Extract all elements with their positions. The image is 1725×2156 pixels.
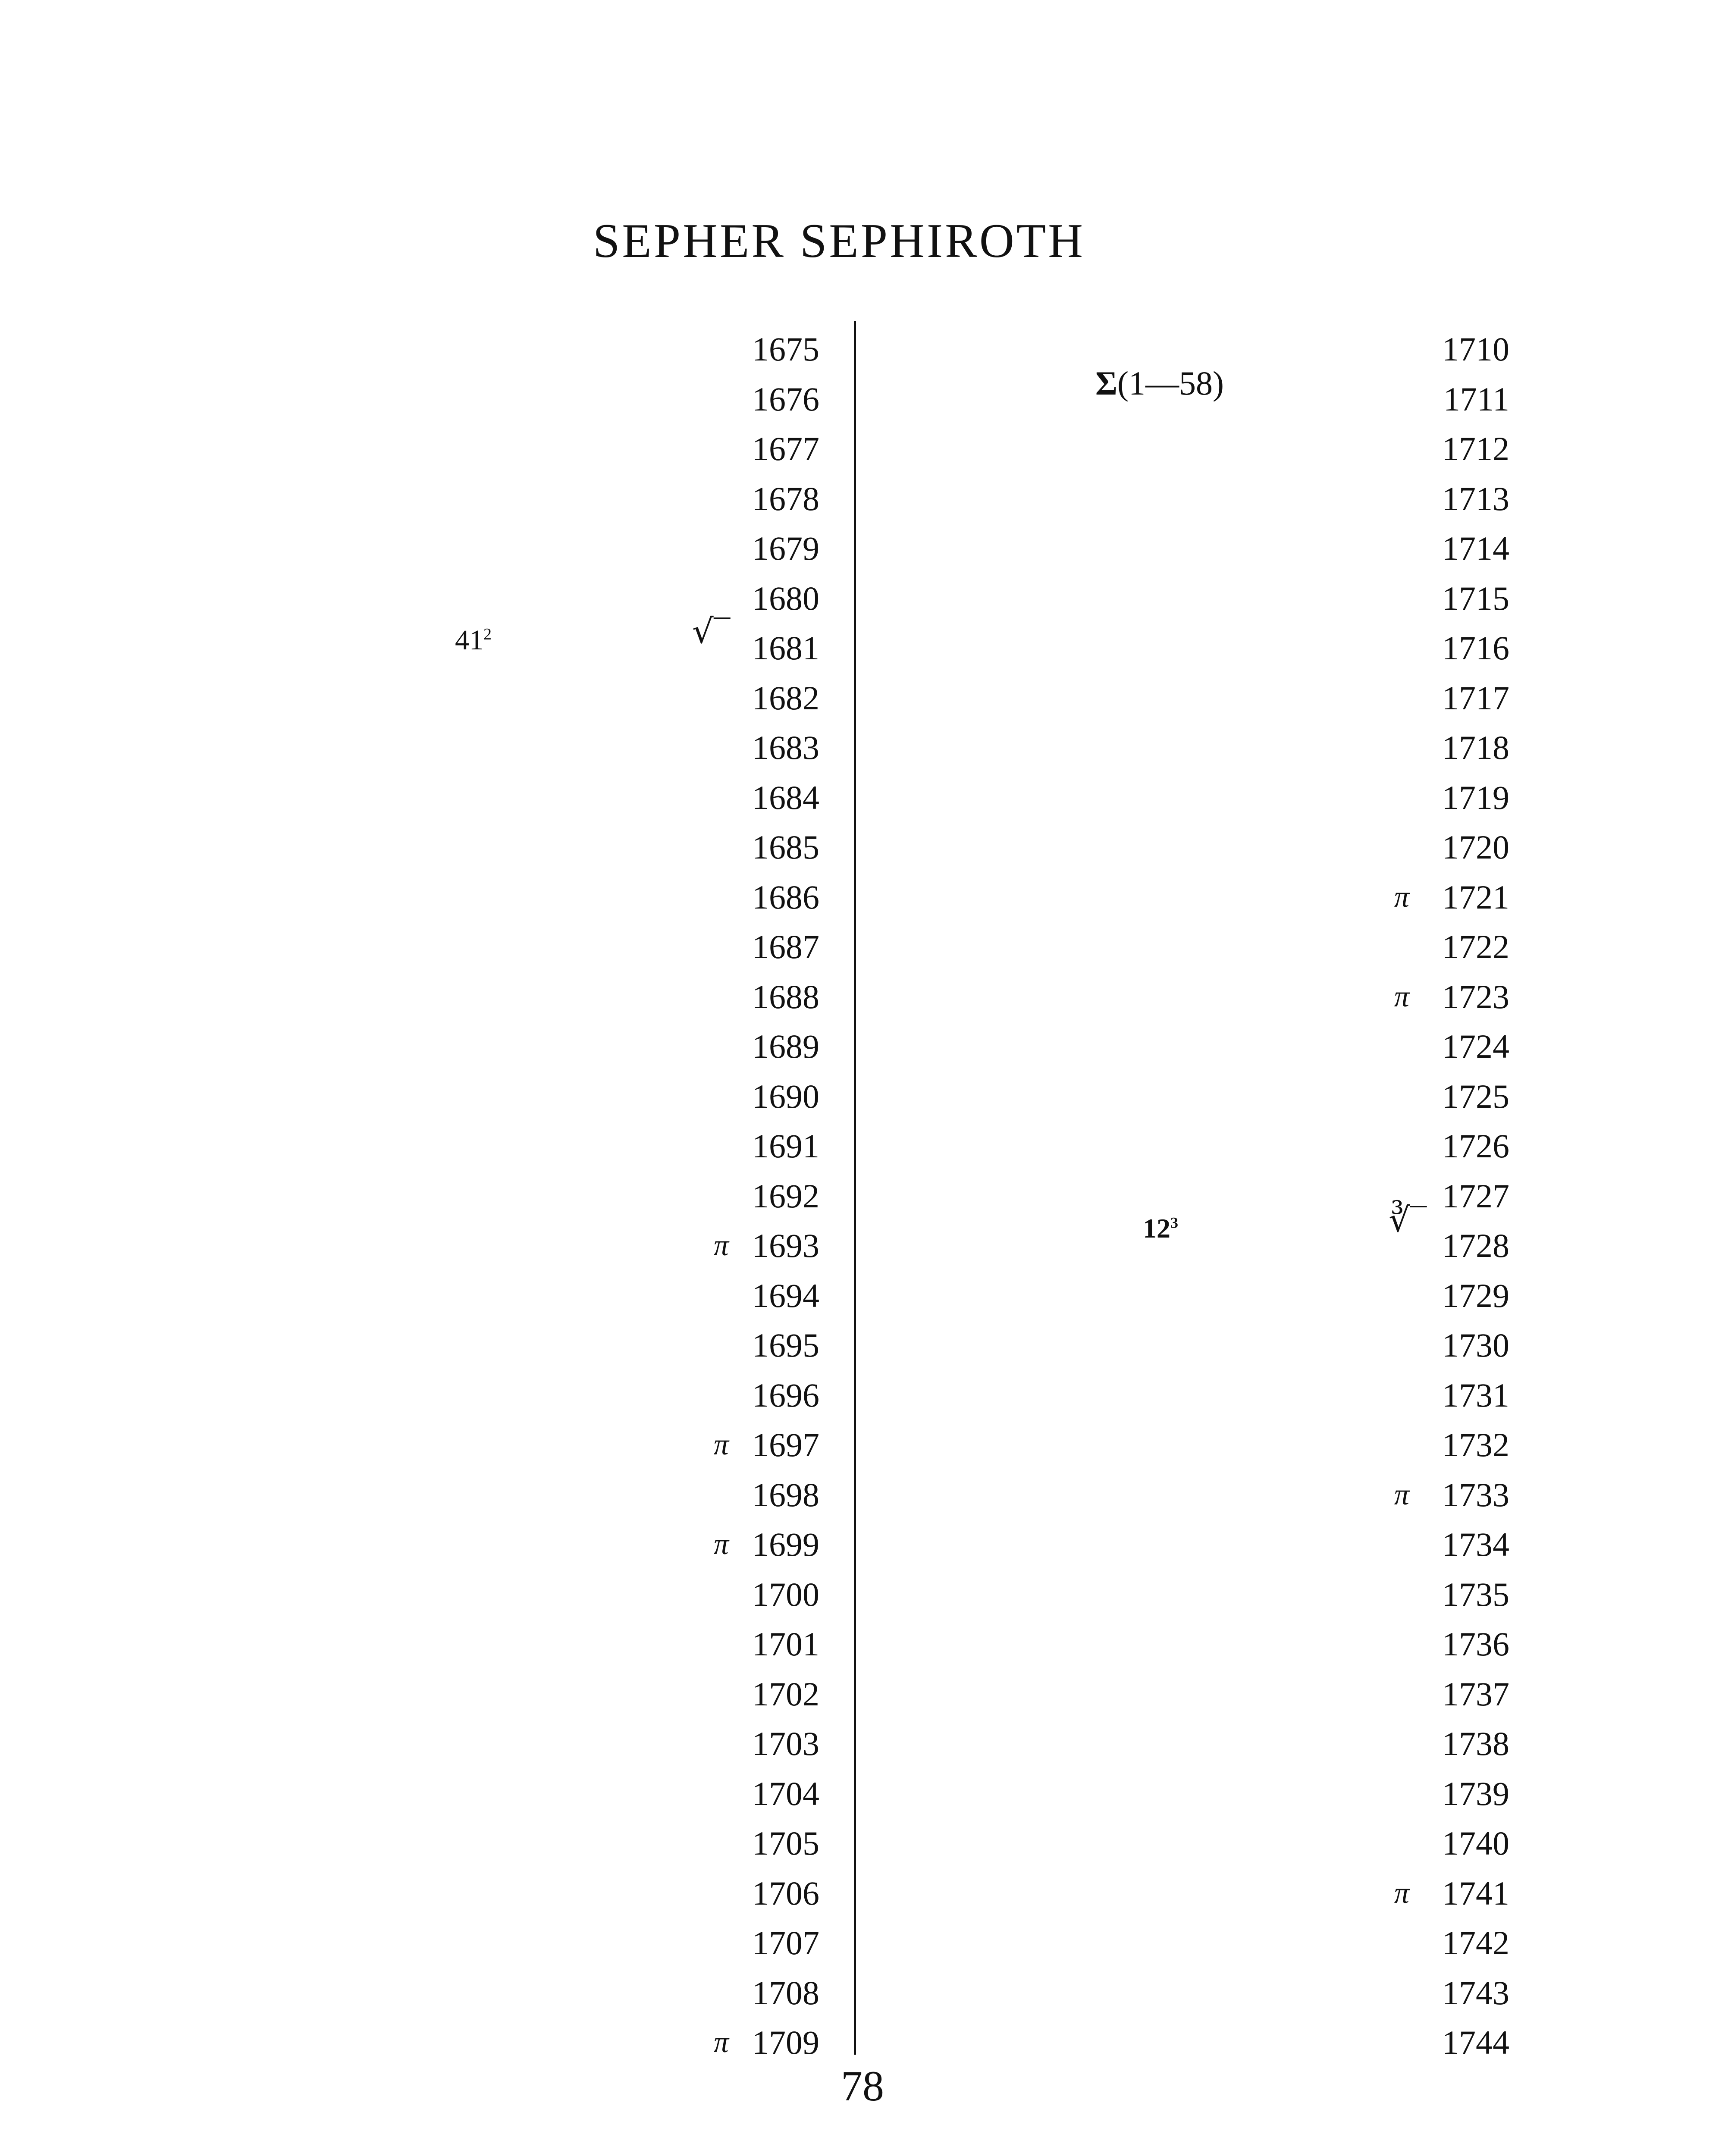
- number-row: [880, 1324, 1509, 1374]
- sigma-icon: Σ: [1095, 364, 1117, 402]
- number-value: 1727: [1442, 1177, 1509, 1215]
- number-value: 1684: [752, 778, 819, 816]
- number-value: 1707: [752, 1924, 819, 1962]
- number-value: 1723: [1442, 978, 1509, 1015]
- number-row: [431, 1673, 819, 1723]
- number-value: 1722: [1442, 928, 1509, 965]
- column-divider: [854, 321, 856, 2055]
- number-value: 1715: [1442, 579, 1509, 617]
- pi-marker-icon: π: [1394, 980, 1409, 1013]
- number-row: [880, 776, 1509, 826]
- number-row: [431, 1175, 819, 1225]
- number-row: [431, 1722, 819, 1772]
- page-number: 78: [841, 2062, 884, 2110]
- number-row: [880, 1473, 1509, 1523]
- number-value: 1706: [752, 1874, 819, 1912]
- number-value: 1743: [1442, 1974, 1509, 2012]
- number-row: [880, 1423, 1509, 1473]
- number-value: 1726: [1442, 1127, 1509, 1165]
- number-row: [880, 1374, 1509, 1424]
- number-row: [880, 577, 1509, 627]
- square-annotation-41: [455, 624, 492, 657]
- number-row: [431, 1324, 819, 1374]
- number-value: 1677: [752, 430, 819, 467]
- number-row: [431, 1523, 819, 1573]
- number-row: [431, 1573, 819, 1623]
- number-row: [880, 627, 1509, 677]
- number-row: [880, 1573, 1509, 1623]
- number-value: 1717: [1442, 679, 1509, 717]
- number-row: [880, 527, 1509, 577]
- number-row: [431, 776, 819, 826]
- number-row: [431, 1423, 819, 1473]
- pi-marker-icon: π: [713, 1428, 729, 1461]
- number-row: [431, 1971, 819, 2021]
- number-row: [880, 1673, 1509, 1723]
- cube-root-icon: ∛‾: [1389, 1201, 1427, 1240]
- number-value: 1713: [1442, 479, 1509, 517]
- cube-base: 12: [1143, 1213, 1170, 1244]
- number-row: [431, 1374, 819, 1424]
- pi-marker-icon: π: [1394, 880, 1409, 914]
- pi-marker-icon: π: [713, 1528, 729, 1561]
- number-row: [880, 1772, 1509, 1822]
- number-row: [880, 1822, 1509, 1872]
- number-value: 1679: [752, 530, 819, 567]
- number-row: [880, 1872, 1509, 1922]
- number-value: 1688: [752, 978, 819, 1015]
- number-value: 1739: [1442, 1774, 1509, 1812]
- number-row: [431, 677, 819, 727]
- number-row: [880, 1025, 1509, 1075]
- number-row: [431, 577, 819, 627]
- number-value: 1728: [1442, 1227, 1509, 1264]
- number-row: [880, 1075, 1509, 1125]
- number-row: [431, 1623, 819, 1673]
- number-value: 1683: [752, 729, 819, 766]
- number-row: [431, 826, 819, 876]
- number-row: [431, 1921, 819, 1971]
- number-value: 1724: [1442, 1028, 1509, 1065]
- pi-marker-icon: π: [713, 1229, 729, 1262]
- number-value: 1699: [752, 1526, 819, 1563]
- number-value: 1704: [752, 1774, 819, 1812]
- number-value: 1736: [1442, 1625, 1509, 1663]
- number-value: 1741: [1442, 1874, 1509, 1912]
- number-value: 1692: [752, 1177, 819, 1215]
- number-value: 1738: [1442, 1725, 1509, 1762]
- pi-marker-icon: π: [1394, 1478, 1409, 1511]
- page-title: SEPHER SEPHIROTH: [593, 214, 1085, 268]
- pi-marker-icon: π: [713, 2026, 729, 2059]
- number-value: 1682: [752, 679, 819, 717]
- number-value: 1687: [752, 928, 819, 965]
- number-row: [431, 328, 819, 378]
- number-value: 1710: [1442, 330, 1509, 368]
- number-value: 1698: [752, 1476, 819, 1514]
- number-row: [880, 1125, 1509, 1175]
- number-value: 1721: [1442, 878, 1509, 916]
- square-exponent: 2: [483, 625, 492, 643]
- number-row: [880, 2021, 1509, 2071]
- number-row: [880, 677, 1509, 727]
- number-value: 1705: [752, 1824, 819, 1862]
- number-row: [431, 1025, 819, 1075]
- right-number-column: [880, 328, 1509, 2071]
- number-value: 1675: [752, 330, 819, 368]
- number-value: 1680: [752, 579, 819, 617]
- number-row: [880, 925, 1509, 975]
- square-base: 41: [455, 624, 483, 656]
- number-row: [431, 427, 819, 477]
- number-row: [431, 1224, 819, 1274]
- number-value: 1731: [1442, 1376, 1509, 1414]
- sigma-range: (1—58): [1117, 364, 1224, 402]
- number-value: 1690: [752, 1077, 819, 1115]
- number-row: [431, 876, 819, 926]
- number-value: 1703: [752, 1725, 819, 1762]
- number-row: [431, 726, 819, 776]
- number-value: 1676: [752, 380, 819, 418]
- number-row: [880, 1623, 1509, 1673]
- number-row: [431, 1772, 819, 1822]
- number-value: 1681: [752, 629, 819, 667]
- pi-marker-icon: π: [1394, 1876, 1409, 1910]
- number-value: 1685: [752, 828, 819, 866]
- number-value: 1689: [752, 1028, 819, 1065]
- number-value: 1694: [752, 1276, 819, 1314]
- number-row: [431, 1075, 819, 1125]
- number-value: 1693: [752, 1227, 819, 1264]
- number-row: [880, 876, 1509, 926]
- number-value: 1714: [1442, 530, 1509, 567]
- number-row: [431, 975, 819, 1025]
- number-value: 1730: [1442, 1326, 1509, 1364]
- number-value: 1702: [752, 1675, 819, 1713]
- number-value: 1711: [1443, 380, 1509, 418]
- number-row: [431, 1125, 819, 1175]
- number-value: 1709: [752, 2024, 819, 2061]
- number-value: 1701: [752, 1625, 819, 1663]
- number-value: 1729: [1442, 1276, 1509, 1314]
- number-row: [880, 975, 1509, 1025]
- number-row: [880, 1722, 1509, 1772]
- square-root-icon: √‾: [692, 612, 731, 651]
- number-value: 1720: [1442, 828, 1509, 866]
- number-value: 1708: [752, 1974, 819, 2012]
- number-value: 1719: [1442, 778, 1509, 816]
- sigma-annotation: [1095, 364, 1224, 403]
- number-row: [880, 1971, 1509, 2021]
- number-value: 1733: [1442, 1476, 1509, 1514]
- number-row: [431, 2021, 819, 2071]
- number-value: 1735: [1442, 1575, 1509, 1613]
- number-value: 1744: [1442, 2024, 1509, 2061]
- number-value: 1718: [1442, 729, 1509, 766]
- cube-annotation-12: [1143, 1213, 1178, 1244]
- number-row: [431, 1872, 819, 1922]
- number-row: [880, 1921, 1509, 1971]
- left-number-column: [431, 328, 819, 2071]
- number-row: [431, 1822, 819, 1872]
- number-value: 1697: [752, 1426, 819, 1463]
- number-value: 1734: [1442, 1526, 1509, 1563]
- number-value: 1678: [752, 479, 819, 517]
- number-row: [431, 925, 819, 975]
- number-value: 1740: [1442, 1824, 1509, 1862]
- number-row: [880, 427, 1509, 477]
- number-value: 1742: [1442, 1924, 1509, 1962]
- number-value: 1712: [1442, 430, 1509, 467]
- number-row: [880, 826, 1509, 876]
- number-row: [431, 527, 819, 577]
- number-row: [880, 726, 1509, 776]
- number-value: 1737: [1442, 1675, 1509, 1713]
- number-row: [431, 1473, 819, 1523]
- number-row: [880, 477, 1509, 527]
- number-value: 1695: [752, 1326, 819, 1364]
- number-row: [431, 378, 819, 428]
- number-value: 1686: [752, 878, 819, 916]
- number-value: 1732: [1442, 1426, 1509, 1463]
- number-value: 1691: [752, 1127, 819, 1165]
- number-value: 1696: [752, 1376, 819, 1414]
- number-row: [880, 1274, 1509, 1324]
- number-value: 1716: [1442, 629, 1509, 667]
- number-value: 1725: [1442, 1077, 1509, 1115]
- cube-exponent: 3: [1170, 1214, 1178, 1232]
- number-row: [431, 1274, 819, 1324]
- number-row: [431, 477, 819, 527]
- number-value: 1700: [752, 1575, 819, 1613]
- number-row: [880, 1523, 1509, 1573]
